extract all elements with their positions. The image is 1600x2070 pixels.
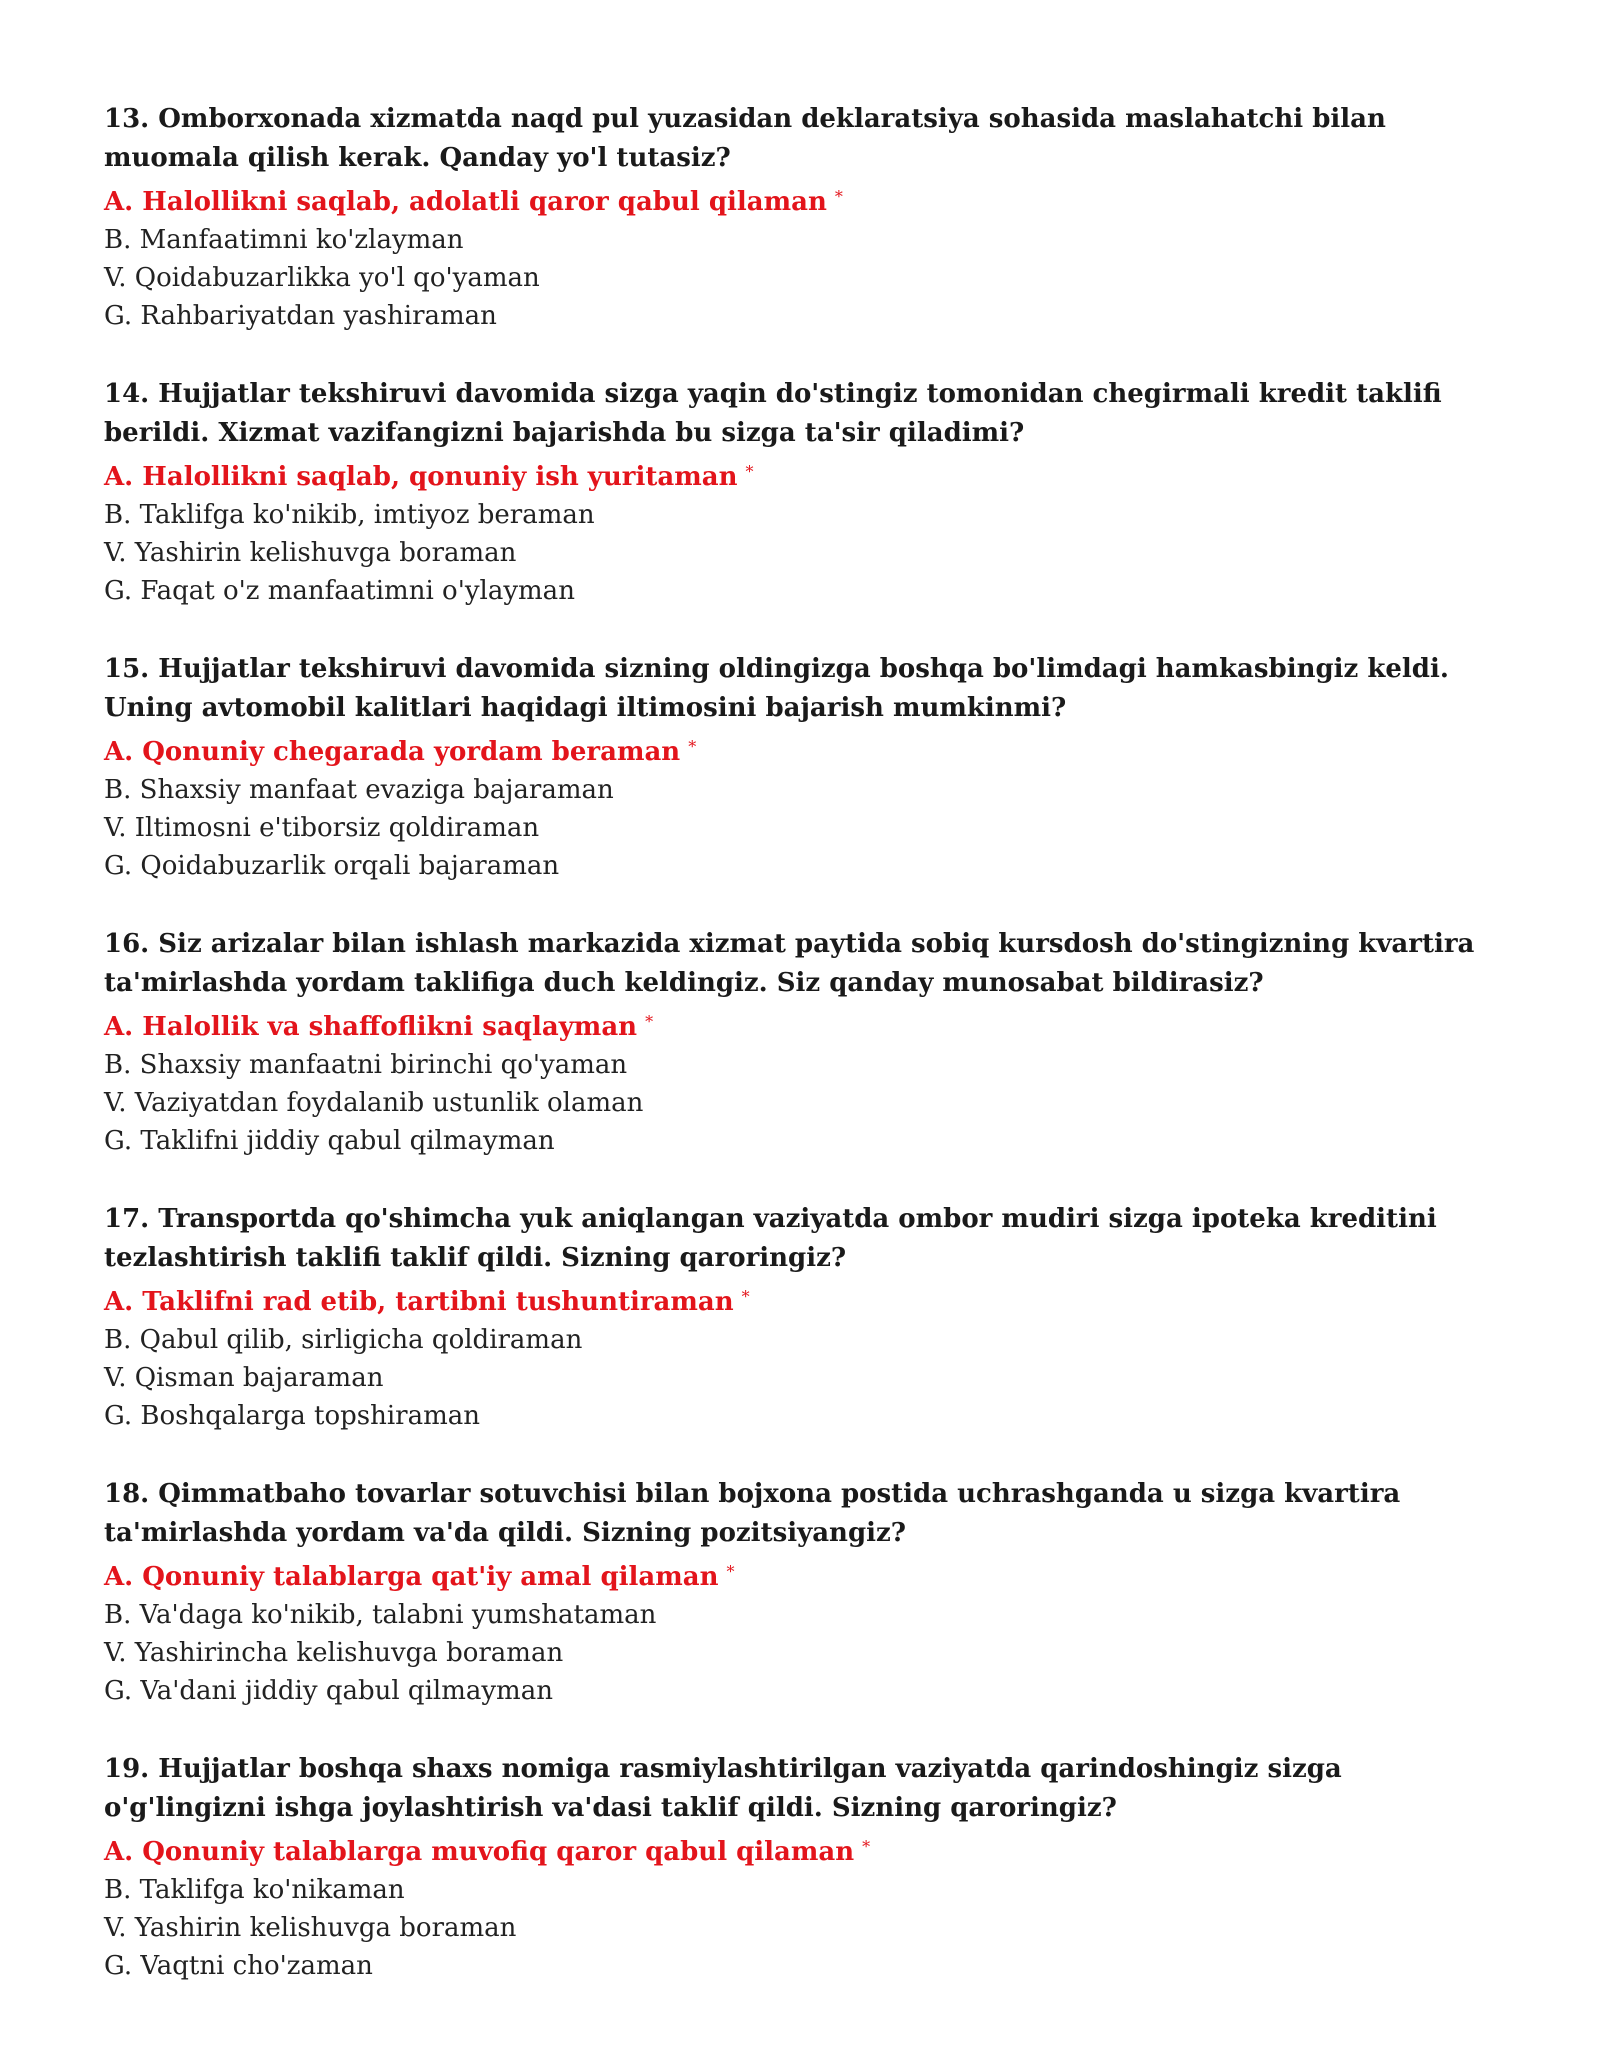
question-text: 19. Hujjatlar boshqa shaxs nomiga rasmiylashtirilgan vaziyatda qarindoshingiz sizga o'g'lingizni ishga joylashtirish va'dasi taklif qildi. Sizning qaroringiz? — [104, 1754, 1342, 1823]
answer-option: V. Iltimosni e'tiborsiz qoldiraman — [104, 813, 540, 843]
answer-label: A. Qonuniy talablarga qat'iy amal qilaman — [104, 1562, 719, 1592]
answer-label: A. Qonuniy chegarada yordam beraman — [104, 737, 681, 767]
answer-label: A. Halollik va shaffoflikni saqlayman — [104, 1012, 638, 1042]
question-block — [104, 925, 1504, 1160]
question-block — [104, 1200, 1504, 1435]
answer-option: B. Qabul qilib, sirligicha qoldiraman — [104, 1325, 583, 1355]
question-block — [104, 375, 1504, 610]
answer-option: V. Yashirin kelishuvga boraman — [104, 538, 517, 568]
question-text: 16. Siz arizalar bilan ishlash markazida xizmat paytida sobiq kursdosh do'stingizning kvartira ta'mirlashda yordam taklifiga duch keldingiz. Siz qanday munosabat bildirasiz? — [104, 929, 1475, 998]
answer-option: B. Manfaatimni ko'zlayman — [104, 225, 464, 255]
answer-option: V. Vaziyatdan foydalanib ustunlik olaman — [104, 1088, 644, 1118]
answer-option: G. Faqat o'z manfaatimni o'ylayman — [104, 576, 575, 606]
question-block — [104, 650, 1504, 885]
answer-correct — [104, 1553, 1504, 1596]
answer-correct — [104, 1278, 1504, 1321]
question-text: 18. Qimmatbaho tovarlar sotuvchisi bilan bojxona postida uchrashganda u sizga kvartira ta'mirlashda yordam va'da qildi. Sizning pozitsiyangiz? — [104, 1479, 1401, 1548]
answer-option: G. Boshqalarga topshiraman — [104, 1401, 480, 1431]
answer-option: V. Yashirin kelishuvga boraman — [104, 1913, 517, 1943]
answer-option: G. Qoidabuzarlik orqali bajaraman — [104, 851, 560, 881]
answer-label: A. Taklifni rad etib, tartibni tushuntiraman — [104, 1287, 734, 1317]
correct-marker: * — [745, 462, 754, 481]
answer-option: G. Vaqtni cho'zaman — [104, 1951, 373, 1981]
answer-option: G. Rahbariyatdan yashiraman — [104, 301, 497, 331]
question-block — [104, 1750, 1504, 1985]
answer-correct — [104, 728, 1504, 771]
answer-correct — [104, 178, 1504, 221]
answer-correct — [104, 1003, 1504, 1046]
quiz-page — [104, 100, 1504, 2025]
answer-label: A. Qonuniy talablarga muvofiq qaror qabul qilaman — [104, 1837, 855, 1867]
question-block — [104, 100, 1504, 335]
answer-option: B. Taklifga ko'nikaman — [104, 1875, 405, 1905]
correct-marker: * — [645, 1012, 654, 1031]
correct-marker: * — [688, 737, 697, 756]
answer-correct — [104, 1828, 1504, 1871]
answer-option: B. Taklifga ko'nikib, imtiyoz beraman — [104, 500, 595, 530]
correct-marker: * — [726, 1562, 735, 1581]
answer-option: B. Shaxsiy manfaatni birinchi qo'yaman — [104, 1050, 628, 1080]
answer-label: A. Halollikni saqlab, qonuniy ish yuritaman — [104, 462, 738, 492]
question-text: 13. Omborxonada xizmatda naqd pul yuzasidan deklaratsiya sohasida maslahatchi bilan muomala qilish kerak. Qanday yo'l tutasiz? — [104, 104, 1386, 173]
question-text: 17. Transportda qo'shimcha yuk aniqlangan vaziyatda ombor mudiri sizga ipoteka kreditini tezlashtirish taklifi taklif qildi. Sizning qaroringiz? — [104, 1204, 1437, 1273]
answer-option: G. Taklifni jiddiy qabul qilmayman — [104, 1126, 555, 1156]
answer-option: V. Qoidabuzarlikka yo'l qo'yaman — [104, 263, 540, 293]
correct-marker: * — [741, 1287, 750, 1306]
correct-marker: * — [834, 187, 843, 206]
question-text: 15. Hujjatlar tekshiruvi davomida sizning oldingizga boshqa bo'limdagi hamkasbingiz keldi. Uning avtomobil kalitlari haqidagi iltimosini bajarish mumkinmi? — [104, 654, 1449, 723]
answer-option: B. Va'daga ko'nikib, talabni yumshataman — [104, 1600, 657, 1630]
correct-marker: * — [862, 1837, 871, 1856]
question-block — [104, 1475, 1504, 1710]
answer-option: G. Va'dani jiddiy qabul qilmayman — [104, 1676, 553, 1706]
answer-correct — [104, 453, 1504, 496]
answer-label: A. Halollikni saqlab, adolatli qaror qabul qilaman — [104, 187, 827, 217]
answer-option: B. Shaxsiy manfaat evaziga bajaraman — [104, 775, 614, 805]
answer-option: V. Yashirincha kelishuvga boraman — [104, 1638, 564, 1668]
answer-option: V. Qisman bajaraman — [104, 1363, 384, 1393]
question-text: 14. Hujjatlar tekshiruvi davomida sizga yaqin do'stingiz tomonidan chegirmali kredit taklifi berildi. Xizmat vazifangizni bajarishda bu sizga ta'sir qiladimi? — [104, 379, 1442, 448]
